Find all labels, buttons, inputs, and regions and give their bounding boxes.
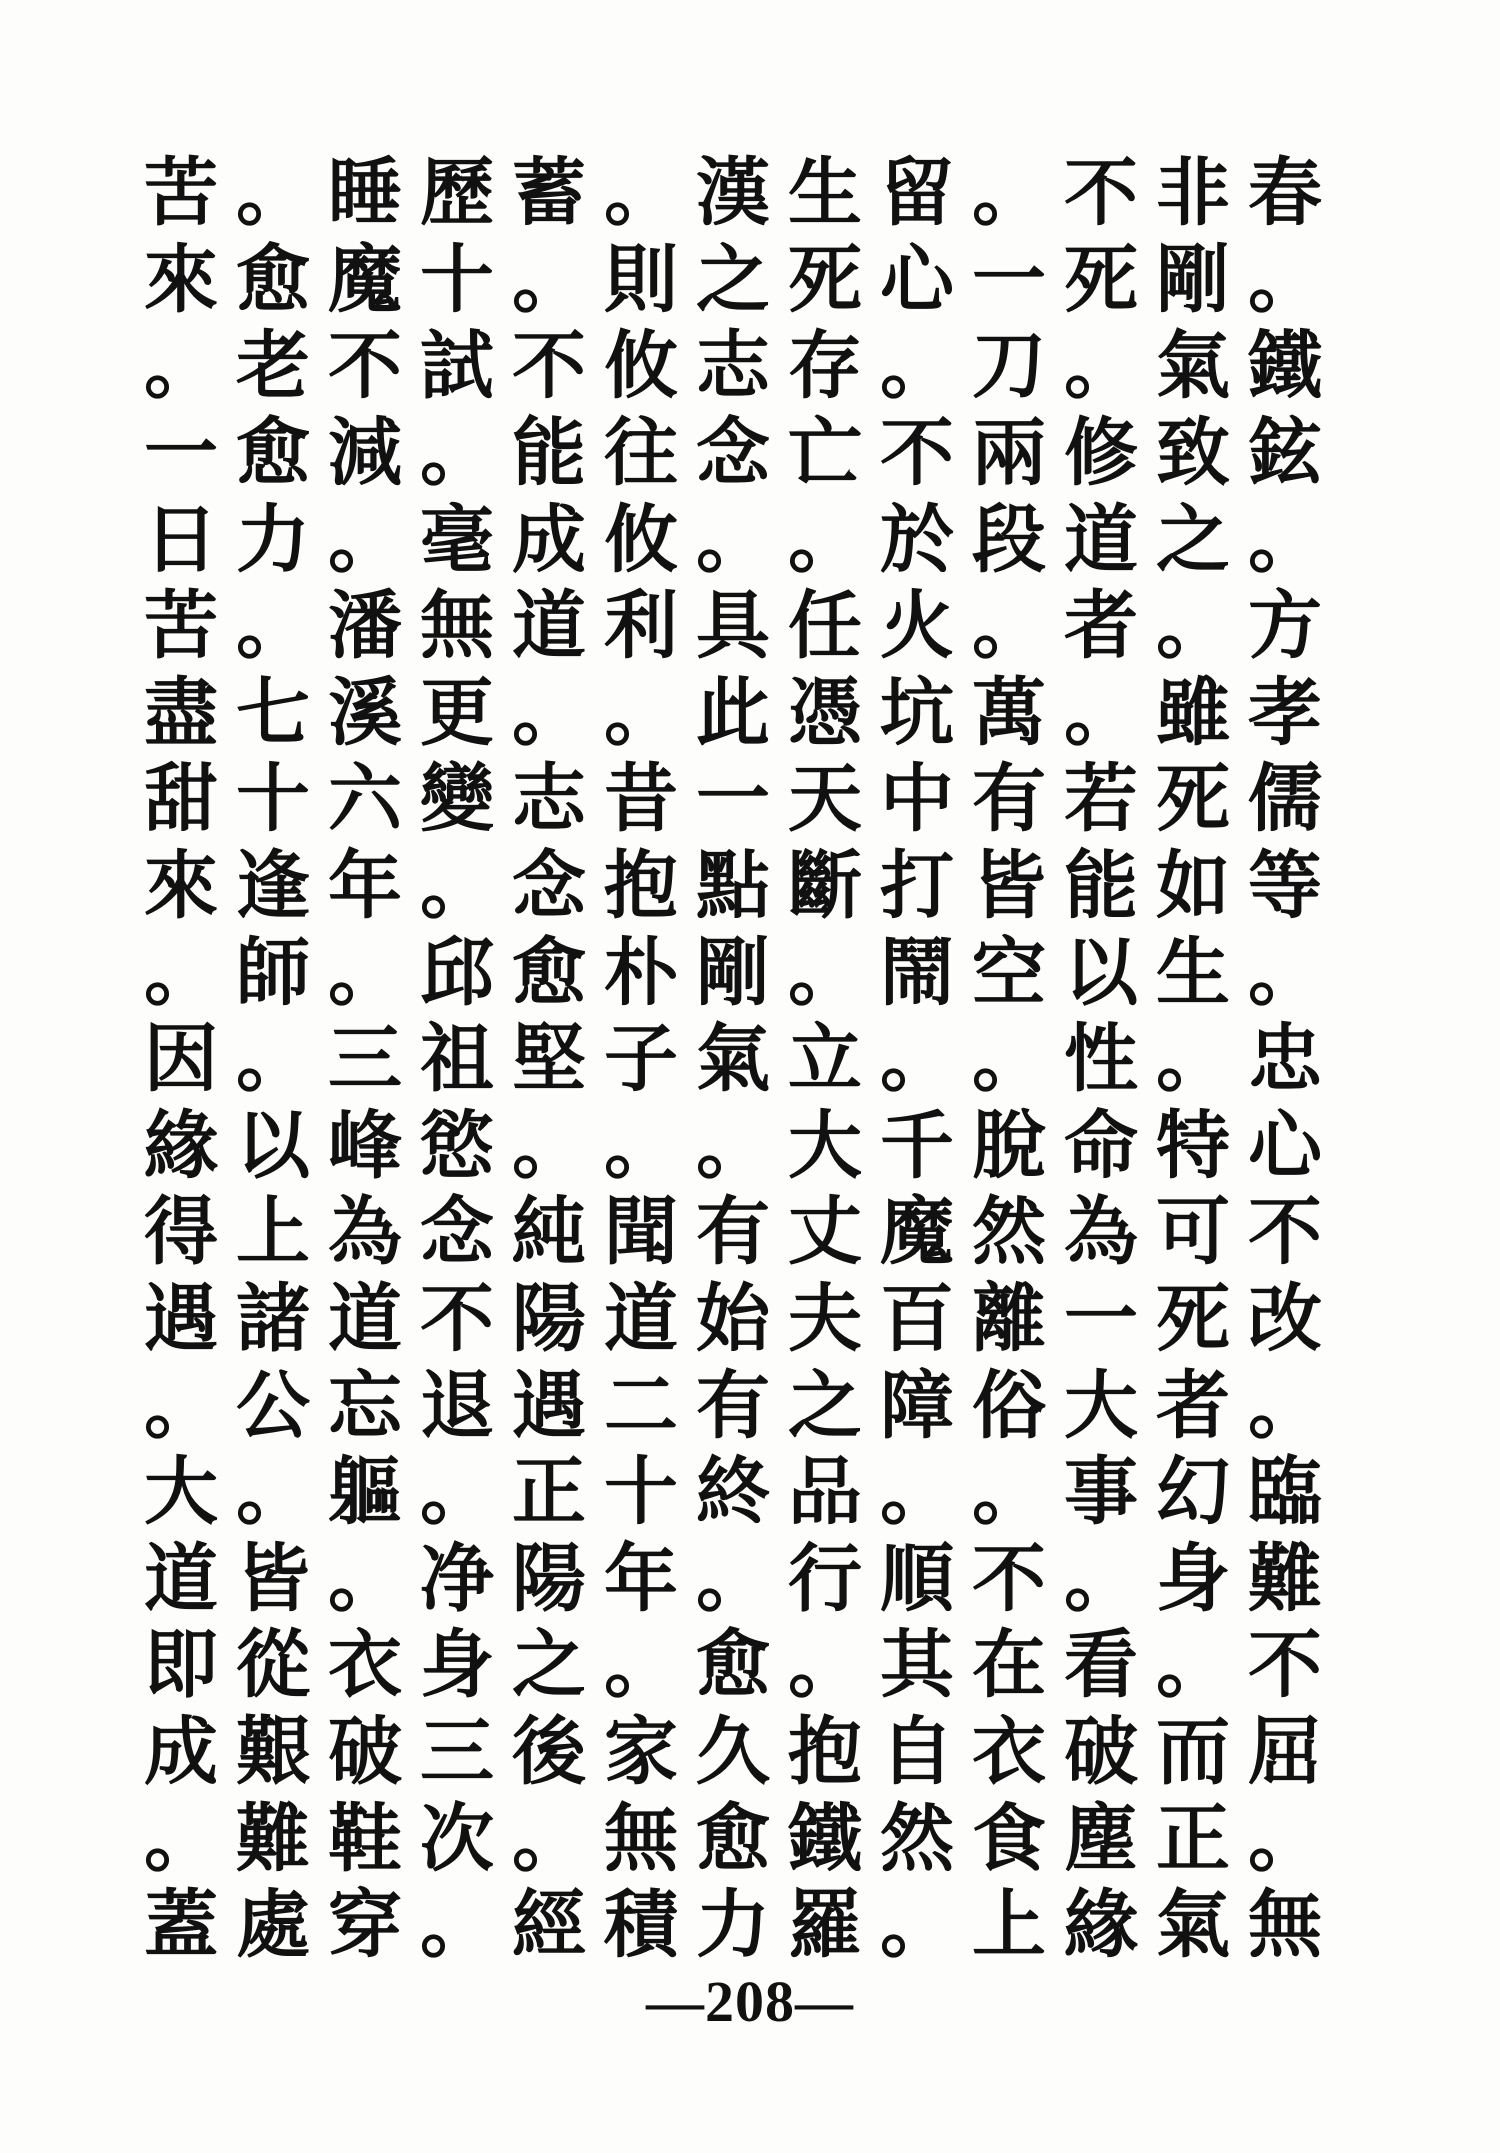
character: 段 xyxy=(972,496,1046,583)
character: 俗 xyxy=(972,1362,1046,1449)
character: 愈 xyxy=(696,1795,770,1882)
character: 念 xyxy=(420,1189,494,1276)
character: 穿 xyxy=(328,1882,402,1969)
character: 二 xyxy=(604,1362,678,1449)
character: 始 xyxy=(696,1276,770,1363)
character: 修 xyxy=(1064,410,1138,497)
character: 道 xyxy=(328,1276,402,1363)
character: 儒 xyxy=(1248,756,1322,843)
character: 致 xyxy=(1156,410,1230,497)
character: 憑 xyxy=(788,669,862,756)
punctuation-circle: 。 xyxy=(1248,1362,1322,1449)
character: 念 xyxy=(512,843,586,930)
character: 大 xyxy=(144,1449,218,1536)
character: 大 xyxy=(788,1102,862,1189)
character: 者 xyxy=(1064,583,1138,670)
character: 蓄 xyxy=(512,150,586,237)
punctuation-circle: 。 xyxy=(1064,669,1138,756)
character: 有 xyxy=(972,756,1046,843)
character: 正 xyxy=(1156,1795,1230,1882)
character: 為 xyxy=(1064,1189,1138,1276)
character: 盡 xyxy=(144,669,218,756)
character: 往 xyxy=(604,410,678,497)
punctuation-circle: 。 xyxy=(788,496,862,583)
character: 丈 xyxy=(788,1189,862,1276)
character: 緣 xyxy=(1064,1882,1138,1969)
punctuation-circle: 。 xyxy=(144,323,218,410)
character: 坑 xyxy=(880,669,954,756)
text-line xyxy=(138,237,1328,324)
character: 净 xyxy=(420,1535,494,1622)
text-line xyxy=(138,1362,1328,1449)
punctuation-circle: 。 xyxy=(880,1882,954,1969)
character: 亡 xyxy=(788,410,862,497)
character: 道 xyxy=(144,1535,218,1622)
character: 以 xyxy=(1064,929,1138,1016)
character: 抱 xyxy=(604,843,678,930)
character: 千 xyxy=(880,1102,954,1189)
character: 若 xyxy=(1064,756,1138,843)
character: 生 xyxy=(788,150,862,237)
punctuation-circle: 。 xyxy=(788,1622,862,1709)
punctuation-circle: 。 xyxy=(420,1449,494,1536)
character: 氣 xyxy=(1156,323,1230,410)
punctuation-circle: 。 xyxy=(512,1795,586,1882)
character: 減 xyxy=(328,410,402,497)
character: 歷 xyxy=(420,150,494,237)
character: 不 xyxy=(420,1276,494,1363)
character: 忘 xyxy=(328,1362,402,1449)
character: 三 xyxy=(328,1016,402,1103)
page-number: —208— xyxy=(646,1969,854,2034)
character: 之 xyxy=(696,236,770,323)
character: 如 xyxy=(1156,843,1230,930)
character: 即 xyxy=(144,1622,218,1709)
text-line xyxy=(138,1016,1328,1103)
punctuation-circle: 。 xyxy=(880,1016,954,1103)
text-line xyxy=(138,1622,1328,1709)
character: 聞 xyxy=(604,1189,678,1276)
character: 慾 xyxy=(420,1102,494,1189)
character: 師 xyxy=(236,929,310,1016)
text-line xyxy=(138,496,1328,583)
character: 心 xyxy=(880,236,954,323)
character: 剛 xyxy=(1156,236,1230,323)
character: 一 xyxy=(144,410,218,497)
character: 志 xyxy=(696,323,770,410)
character: 衣 xyxy=(328,1622,402,1709)
character: 鬧 xyxy=(880,929,954,1016)
character: 經 xyxy=(512,1882,586,1969)
punctuation-circle: 。 xyxy=(144,1362,218,1449)
character: 空 xyxy=(972,929,1046,1016)
character: 漢 xyxy=(696,150,770,237)
character: 睡 xyxy=(328,150,402,237)
character: 方 xyxy=(1248,583,1322,670)
character: 甜 xyxy=(144,756,218,843)
character: 而 xyxy=(1156,1708,1230,1795)
character: 任 xyxy=(788,583,862,670)
character: 堅 xyxy=(512,1016,586,1103)
character: 試 xyxy=(420,323,494,410)
character: 攸 xyxy=(604,496,678,583)
punctuation-circle: 。 xyxy=(328,929,402,1016)
text-line xyxy=(138,583,1328,670)
character: 愈 xyxy=(236,410,310,497)
character: 溪 xyxy=(328,669,402,756)
punctuation-circle: 。 xyxy=(972,1016,1046,1103)
character: 於 xyxy=(880,496,954,583)
punctuation-circle: 。 xyxy=(1064,1535,1138,1622)
punctuation-circle: 。 xyxy=(512,236,586,323)
character: 離 xyxy=(972,1276,1046,1363)
character: 行 xyxy=(788,1535,862,1622)
character: 羅 xyxy=(788,1882,862,1969)
character: 不 xyxy=(328,323,402,410)
character: 苦 xyxy=(144,150,218,237)
character: 祖 xyxy=(420,1016,494,1103)
character: 之 xyxy=(1156,496,1230,583)
text-line xyxy=(138,756,1328,843)
character: 更 xyxy=(420,669,494,756)
text-line xyxy=(138,1449,1328,1536)
punctuation-circle: 。 xyxy=(880,323,954,410)
character: 火 xyxy=(880,583,954,670)
character: 順 xyxy=(880,1535,954,1622)
character: 七 xyxy=(236,669,310,756)
character: 一 xyxy=(696,756,770,843)
character: 不 xyxy=(1248,1189,1322,1276)
character: 性 xyxy=(1064,1016,1138,1103)
character: 一 xyxy=(972,236,1046,323)
punctuation-circle: 。 xyxy=(144,929,218,1016)
character: 脫 xyxy=(972,1102,1046,1189)
character: 上 xyxy=(972,1882,1046,1969)
character: 三 xyxy=(420,1708,494,1795)
punctuation-circle: 。 xyxy=(604,1102,678,1189)
character: 抱 xyxy=(788,1708,862,1795)
character: 刀 xyxy=(972,323,1046,410)
character: 自 xyxy=(880,1708,954,1795)
character: 無 xyxy=(420,583,494,670)
character: 緣 xyxy=(144,1102,218,1189)
character: 不 xyxy=(512,323,586,410)
character: 志 xyxy=(512,756,586,843)
character: 道 xyxy=(512,583,586,670)
character: 夫 xyxy=(788,1276,862,1363)
punctuation-circle: 。 xyxy=(1248,1795,1322,1882)
character: 改 xyxy=(1248,1276,1322,1363)
character: 子 xyxy=(604,1016,678,1103)
character: 塵 xyxy=(1064,1795,1138,1882)
character: 之 xyxy=(512,1622,586,1709)
character: 利 xyxy=(604,583,678,670)
character: 死 xyxy=(788,236,862,323)
character: 毫 xyxy=(420,496,494,583)
character: 存 xyxy=(788,323,862,410)
character: 幻 xyxy=(1156,1449,1230,1536)
character: 天 xyxy=(788,756,862,843)
character: 成 xyxy=(512,496,586,583)
punctuation-circle: 。 xyxy=(1064,323,1138,410)
punctuation-circle: 。 xyxy=(512,669,586,756)
character: 具 xyxy=(696,583,770,670)
character: 破 xyxy=(1064,1708,1138,1795)
punctuation-circle: 。 xyxy=(604,1622,678,1709)
character: 百 xyxy=(880,1276,954,1363)
character: 打 xyxy=(880,843,954,930)
character: 力 xyxy=(236,496,310,583)
punctuation-circle: 。 xyxy=(1248,236,1322,323)
character: 死 xyxy=(1156,1276,1230,1363)
character: 來 xyxy=(144,843,218,930)
character: 魔 xyxy=(880,1189,954,1276)
character: 忠 xyxy=(1248,1016,1322,1103)
character: 不 xyxy=(880,410,954,497)
character: 死 xyxy=(1064,236,1138,323)
text-line xyxy=(138,1795,1328,1882)
character: 命 xyxy=(1064,1102,1138,1189)
punctuation-circle: 。 xyxy=(1248,496,1322,583)
text-line xyxy=(138,1103,1328,1190)
text-line xyxy=(138,323,1328,410)
character: 死 xyxy=(1156,756,1230,843)
character: 愈 xyxy=(696,1622,770,1709)
character: 得 xyxy=(144,1189,218,1276)
character: 則 xyxy=(604,236,678,323)
character: 留 xyxy=(880,150,954,237)
punctuation-circle: 。 xyxy=(604,150,678,237)
punctuation-circle: 。 xyxy=(236,1016,310,1103)
character: 心 xyxy=(1248,1102,1322,1189)
character: 有 xyxy=(696,1189,770,1276)
character: 艱 xyxy=(236,1708,310,1795)
character: 中 xyxy=(880,756,954,843)
text-line xyxy=(138,843,1328,930)
character: 鐵 xyxy=(788,1795,862,1882)
punctuation-circle: 。 xyxy=(696,1102,770,1189)
punctuation-circle: 。 xyxy=(512,1102,586,1189)
character: 鐵 xyxy=(1248,323,1322,410)
character: 上 xyxy=(236,1189,310,1276)
character: 老 xyxy=(236,323,310,410)
character: 屈 xyxy=(1248,1708,1322,1795)
character: 者 xyxy=(1156,1362,1230,1449)
character: 攸 xyxy=(604,323,678,410)
character: 難 xyxy=(236,1795,310,1882)
punctuation-circle: 。 xyxy=(696,1535,770,1622)
punctuation-circle: 。 xyxy=(972,1449,1046,1536)
character: 來 xyxy=(144,236,218,323)
character: 兩 xyxy=(972,410,1046,497)
character: 點 xyxy=(696,843,770,930)
character: 衣 xyxy=(972,1708,1046,1795)
character: 春 xyxy=(1248,150,1322,237)
character: 從 xyxy=(236,1622,310,1709)
character: 純 xyxy=(512,1189,586,1276)
character: 其 xyxy=(880,1622,954,1709)
text-line xyxy=(138,670,1328,757)
character: 後 xyxy=(512,1708,586,1795)
character: 道 xyxy=(1064,496,1138,583)
character: 以 xyxy=(236,1102,310,1189)
character: 十 xyxy=(236,756,310,843)
character: 道 xyxy=(604,1276,678,1363)
character: 之 xyxy=(788,1362,862,1449)
character: 然 xyxy=(880,1795,954,1882)
punctuation-circle: 。 xyxy=(972,583,1046,670)
character: 年 xyxy=(328,843,402,930)
character: 成 xyxy=(144,1708,218,1795)
character: 家 xyxy=(604,1708,678,1795)
character: 在 xyxy=(972,1622,1046,1709)
punctuation-circle: 。 xyxy=(1248,929,1322,1016)
character: 處 xyxy=(236,1882,310,1969)
punctuation-circle: 。 xyxy=(328,1535,402,1622)
character: 年 xyxy=(604,1535,678,1622)
character: 苦 xyxy=(144,583,218,670)
character: 諸 xyxy=(236,1276,310,1363)
character: 為 xyxy=(328,1189,402,1276)
character: 然 xyxy=(972,1189,1046,1276)
character: 破 xyxy=(328,1708,402,1795)
punctuation-circle: 。 xyxy=(144,1795,218,1882)
character: 積 xyxy=(604,1882,678,1969)
character: 能 xyxy=(1064,843,1138,930)
punctuation-circle: 。 xyxy=(420,410,494,497)
character: 日 xyxy=(144,496,218,583)
character: 障 xyxy=(880,1362,954,1449)
character: 身 xyxy=(1156,1535,1230,1622)
character: 難 xyxy=(1248,1535,1322,1622)
character: 愈 xyxy=(512,929,586,1016)
character: 變 xyxy=(420,756,494,843)
character: 皆 xyxy=(236,1535,310,1622)
character: 剛 xyxy=(696,929,770,1016)
text-line xyxy=(138,1536,1328,1623)
punctuation-circle: 。 xyxy=(420,843,494,930)
punctuation-circle: 。 xyxy=(972,150,1046,237)
character: 十 xyxy=(604,1449,678,1536)
punctuation-circle: 。 xyxy=(328,496,402,583)
character: 看 xyxy=(1064,1622,1138,1709)
character: 不 xyxy=(972,1535,1046,1622)
text-line xyxy=(138,1709,1328,1796)
character: 陽 xyxy=(512,1535,586,1622)
character: 蓋 xyxy=(144,1882,218,1969)
character: 立 xyxy=(788,1016,862,1103)
character: 能 xyxy=(512,410,586,497)
character: 不 xyxy=(1248,1622,1322,1709)
punctuation-circle: 。 xyxy=(1156,1622,1230,1709)
character: 生 xyxy=(1156,929,1230,1016)
punctuation-circle: 。 xyxy=(236,583,310,670)
character: 鞋 xyxy=(328,1795,402,1882)
punctuation-circle: 。 xyxy=(788,929,862,1016)
punctuation-circle: 。 xyxy=(696,496,770,583)
text-line xyxy=(138,1882,1328,1969)
character: 有 xyxy=(696,1362,770,1449)
character: 終 xyxy=(696,1449,770,1536)
character: 陽 xyxy=(512,1276,586,1363)
character: 昔 xyxy=(604,756,678,843)
character: 孝 xyxy=(1248,669,1322,756)
punctuation-circle: 。 xyxy=(880,1449,954,1536)
character: 非 xyxy=(1156,150,1230,237)
character: 愈 xyxy=(236,236,310,323)
character: 正 xyxy=(512,1449,586,1536)
character: 六 xyxy=(328,756,402,843)
text-line xyxy=(138,150,1328,237)
character: 因 xyxy=(144,1016,218,1103)
character: 朴 xyxy=(604,929,678,1016)
character: 事 xyxy=(1064,1449,1138,1536)
character: 氣 xyxy=(1156,1882,1230,1969)
text-line xyxy=(138,929,1328,1016)
punctuation-circle: 。 xyxy=(604,669,678,756)
punctuation-circle: 。 xyxy=(236,150,310,237)
character: 逢 xyxy=(236,843,310,930)
character: 鉉 xyxy=(1248,410,1322,497)
character: 大 xyxy=(1064,1362,1138,1449)
character: 遇 xyxy=(144,1276,218,1363)
text-line xyxy=(138,1276,1328,1363)
character: 潘 xyxy=(328,583,402,670)
character: 遇 xyxy=(512,1362,586,1449)
character: 不 xyxy=(1064,150,1138,237)
character: 臨 xyxy=(1248,1449,1322,1536)
character: 特 xyxy=(1156,1102,1230,1189)
character: 氣 xyxy=(696,1016,770,1103)
text-line xyxy=(138,1189,1328,1276)
character: 萬 xyxy=(972,669,1046,756)
character: 次 xyxy=(420,1795,494,1882)
character: 可 xyxy=(1156,1189,1230,1276)
character: 魔 xyxy=(328,236,402,323)
character: 此 xyxy=(696,669,770,756)
text-line xyxy=(138,410,1328,497)
character: 雖 xyxy=(1156,669,1230,756)
character: 久 xyxy=(696,1708,770,1795)
character: 退 xyxy=(420,1362,494,1449)
character: 公 xyxy=(236,1362,310,1449)
character: 斷 xyxy=(788,843,862,930)
character: 身 xyxy=(420,1622,494,1709)
character: 品 xyxy=(788,1449,862,1536)
character: 十 xyxy=(420,236,494,323)
punctuation-circle: 。 xyxy=(236,1449,310,1536)
character: 念 xyxy=(696,410,770,497)
punctuation-circle: 。 xyxy=(1156,583,1230,670)
character: 等 xyxy=(1248,843,1322,930)
character: 食 xyxy=(972,1795,1046,1882)
punctuation-circle: 。 xyxy=(420,1882,494,1969)
character: 邱 xyxy=(420,929,494,1016)
character: 軀 xyxy=(328,1449,402,1536)
body-text xyxy=(138,150,1328,1968)
character: 皆 xyxy=(972,843,1046,930)
punctuation-circle: 。 xyxy=(1156,1016,1230,1103)
character: 無 xyxy=(1248,1882,1322,1969)
character: 力 xyxy=(696,1882,770,1969)
character: 無 xyxy=(604,1795,678,1882)
character: 峰 xyxy=(328,1102,402,1189)
character: 一 xyxy=(1064,1276,1138,1363)
